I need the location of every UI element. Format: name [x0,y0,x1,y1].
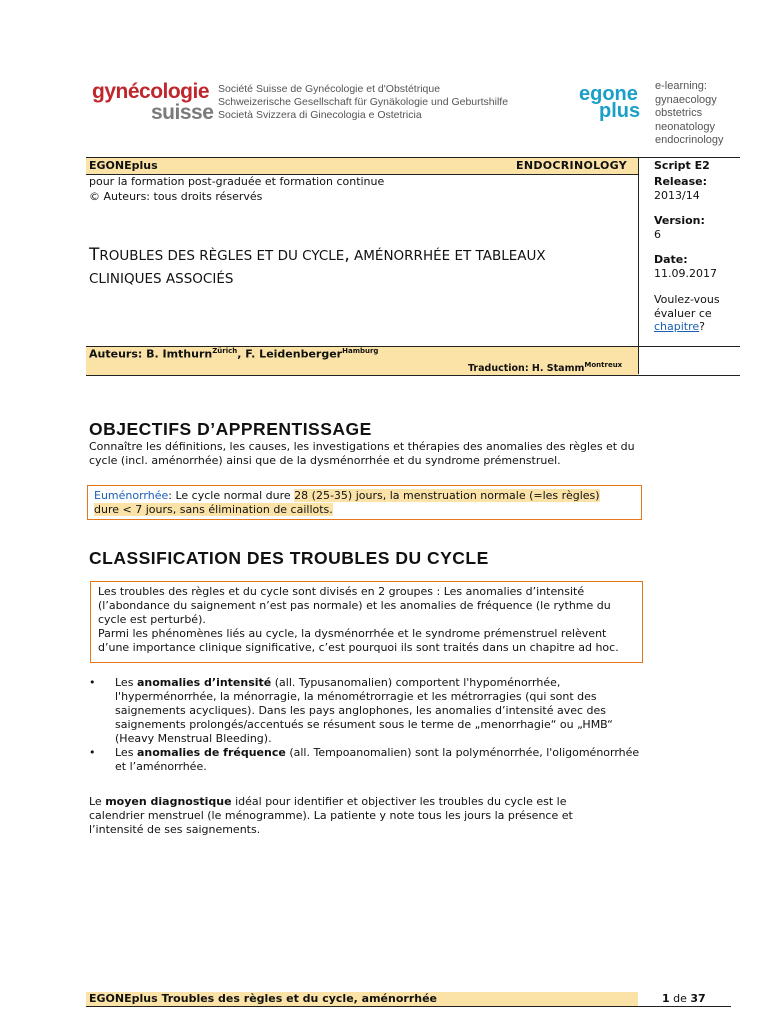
bullet-rest: (all. Tempoanomalien) sont la polyménorrhée, l'oligoménorrhée et l’aménorrhée. [115,746,640,773]
script-label: Script E2 [654,159,710,172]
logo-gynecologie: gynécologie [92,80,210,103]
bullet-dot: • [89,676,96,689]
topic-item: e-learning: [655,80,707,92]
page-total: 37 [690,992,706,1005]
title-part-a: ROUBLES DES RÈGLES ET DU CYCLE [99,248,345,264]
page-sep: de [669,992,691,1005]
title-line-1 [89,244,634,268]
bullet-rest: (all. Typusanomalien) comportent l'hypoménorrhée, l'hyperménorrhée, la ménorragie, la ménométrorragie et les métrorragies (qui sont des saignements acycliques). Dans les pays anglophones, les anomalies d’intensité avec des saignements prolongés/accentués se résument sous le terme de „menorrhagie“ ou „HMB“ (Heavy Menstrual Bleeding). [115,676,613,745]
bullet-list [89,676,641,774]
date-label: Date: [654,253,688,266]
evaluate-prompt [654,293,738,334]
diagnostic-paragraph [89,795,594,837]
evaluate-text: Voulez-vous évaluer ce [654,293,720,320]
document-title [89,244,634,291]
bullet-text-2 [115,746,641,774]
egone-topics [655,80,724,148]
chapter-link[interactable]: chapitre [654,320,700,333]
bullet-pre: Les [115,746,137,759]
classification-box-p2: Parmi les phénomènes liés au cycle, la dysménorrhée et le syndrome prémenstruel relèvent d’une importance clinique significative, c’est pourquoi ils sont traités dans un chapitre ad hoc. [98,627,619,654]
objectives-heading: OBJECTIFS D’APPRENTISSAGE [89,419,372,439]
translator: Traduction: H. Stamm [468,363,585,375]
classification-box-p1: Les troubles des règles et du cycle sont divisés en 2 groupes : Les anomalies d’intensité (l’abondance du saignement n’est pas normale) et les anomalies de fréquence (le rythme du cycle est perturbé). [98,585,611,626]
version-label: Version: [654,214,705,227]
subtitle-copyright: © Auteurs: tous droits réservés [89,190,263,203]
authors-prefix: Auteurs: B. Imthurn [89,347,213,361]
eumenorrhea-term: Euménorrhée [94,489,169,502]
objectives-text: Connaître les définitions, les causes, les investigations et thérapies des anomalies des règles et du cycle (incl. aménorrhée) ainsi que de la dysménorrhée et du syndrome prémenstruel. [89,440,635,467]
topic-item: neonatology [655,120,715,133]
page-number [662,992,706,1005]
classification-heading: CLASSIFICATION DES TROUBLES DU CYCLE [89,548,489,568]
topic-item: gynaecology [655,93,717,106]
evaluate-suffix: ? [699,320,706,333]
bullet-text-1 [115,676,641,746]
bullet-term: anomalies d’intensité [136,676,272,689]
authors-middle: , F. Leidenberger [237,347,343,361]
para-term: moyen diagnostique [105,795,232,808]
logo-plus: plus [599,100,641,122]
box-highlight-2: dure < 7 jours, sans élimination de caillots. [94,503,333,516]
eumenorrhea-box [87,485,642,520]
society-name-it: Società Svizzera di Ginecologia e Ostetricia [218,109,422,121]
release-label: Release: [654,175,707,188]
footer-text: EGONEplus Troubles des règles et du cycle, aménorrhée [89,992,438,1005]
topic-item: endocrinology [655,134,724,146]
box-highlight-1: 28 (25-35) jours, la menstruation normale (=les règles) [294,489,600,502]
logo-egone: egone [579,83,638,105]
brand-label: EGONEplus [89,159,158,172]
release-value: 2013/14 [654,189,700,202]
para-rest: idéal pour identifier et objectiver les troubles du cycle est le calendrier menstruel (le ménogramme). La patiente y note tous les jours la présence et l’intensité de ses saignements. [89,795,573,836]
logo-suisse: suisse [151,101,214,124]
title-initial: T [89,245,100,265]
author-location-2: Hamburg [342,347,379,355]
society-name-fr: Société Suisse de Gynécologie et d'Obstétrique [218,83,441,95]
date-value: 11.09.2017 [654,267,717,280]
authors-line [89,347,378,361]
box-text: : Le cycle normal dure [168,489,295,502]
section-label: ENDOCRINOLOGY [516,159,628,172]
author-location-1: Zürich [212,347,238,355]
footer-rule [86,1006,731,1007]
bullet-term: anomalies de fréquence [136,746,286,759]
topic-item: obstetrics [655,107,703,119]
page-current: 1 [662,992,670,1005]
authors-bottom-rule [86,375,740,376]
title-comma: , [344,245,350,265]
title-part-b: AMÉNORRHÉE ET TABLEAUX [349,248,546,264]
society-name-de: Schweizerische Gesellschaft für Gynäkologie und Geburtshilfe [218,96,509,108]
para-pre: Le [89,795,106,808]
title-line-2: CLINIQUES ASSOCIÉS [89,271,234,287]
translation-line [468,361,622,374]
list-item [89,676,641,746]
translator-location: Montreux [584,361,623,369]
list-item [89,746,641,774]
version-value: 6 [654,228,661,241]
bullet-dot: • [89,746,96,759]
bullet-pre: Les [115,676,137,689]
classification-box [90,581,643,663]
column-divider [638,157,639,374]
subtitle-formation: pour la formation post-graduée et formation continue [89,175,385,188]
